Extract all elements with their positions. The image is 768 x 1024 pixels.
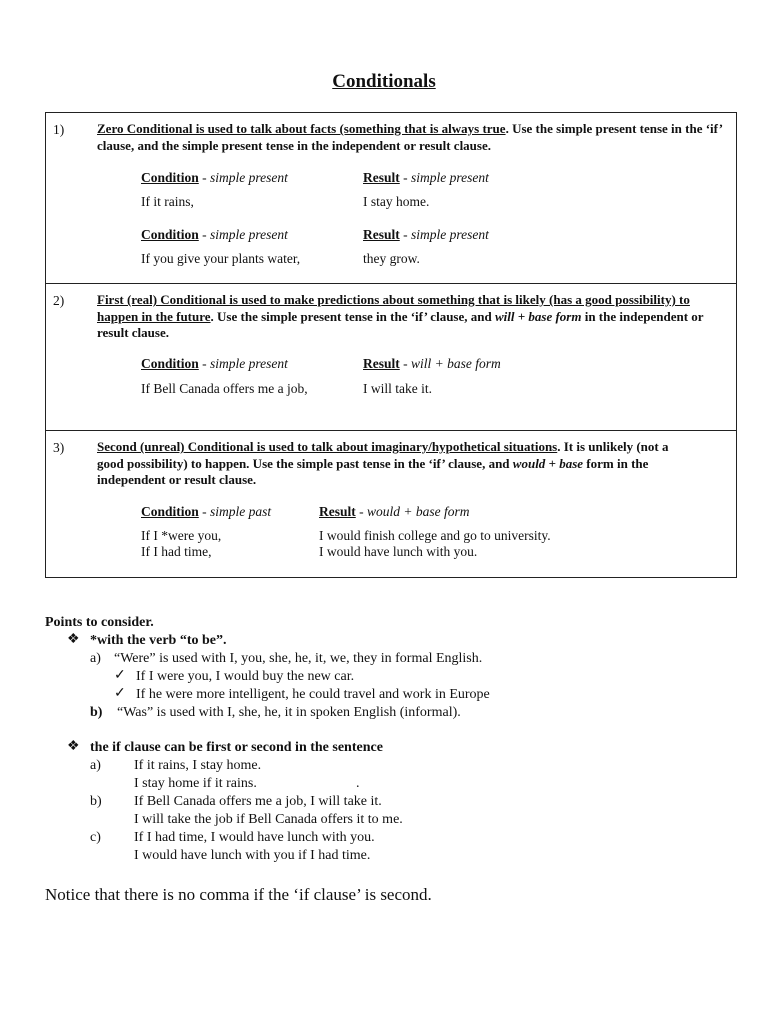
condition-label: Condition - simple present — [141, 227, 288, 242]
second-conditional-description: Second (unreal) Conditional is used to talk about imaginary/hypothetical situations. It is unlikely (not a good possibility) to happen. Use the simple past tense in the ‘if’ clause, and would + base form in the independent or result clause. — [97, 439, 669, 487]
condition-example: If I *were you, If I had time, — [141, 528, 222, 559]
zero-conditional-description — [97, 121, 727, 154]
example-line: I would have lunch with you if I had time. — [134, 848, 371, 863]
diamond-bullet-icon: ❖ — [67, 632, 80, 647]
first-conditional-definition: First (real) Conditional is used to make predictions about something that is likely (has a good possibility) to happen in the future — [97, 292, 690, 324]
example-line: If it rains, I stay home. — [134, 758, 262, 773]
condition-label: Condition - simple present — [141, 356, 288, 371]
item-number: 1) — [53, 122, 65, 137]
condition-label: Condition - simple past — [141, 504, 272, 519]
result-example: I would finish college and go to university. I would have lunch with you. — [319, 528, 551, 559]
zero-conditional-usage: . Use the simple present tense in the ‘if’ clause, and the simple present tense in the independent or result clause. — [97, 121, 723, 153]
condition-label: Condition - simple present — [141, 170, 288, 185]
second-conditional-definition: Second (unreal) Conditional is used to talk about imaginary/hypothetical situations — [97, 439, 558, 454]
check-icon: ✓ — [114, 668, 126, 683]
result-label: Result - will + base form — [363, 356, 501, 371]
example-line-tail: . — [356, 776, 360, 791]
result-example: I will take it. — [363, 381, 432, 396]
zero-conditional-box — [45, 112, 737, 284]
result-example: I stay home. — [363, 194, 430, 209]
result-label: Result - simple present — [363, 170, 489, 185]
example-line: If Bell Canada offers me a job, I will take it. — [134, 794, 382, 809]
first-conditional-box — [45, 284, 737, 431]
check-icon: ✓ — [114, 686, 126, 701]
result-example: they grow. — [363, 251, 420, 266]
check-item: If I were you, I would buy the new car. — [136, 669, 355, 684]
example-label: c) — [90, 830, 101, 845]
condition-example: If you give your plants water, — [141, 251, 301, 266]
page-title: Conditionals — [332, 71, 436, 92]
result-label: Result - simple present — [363, 227, 489, 242]
condition-example: If Bell Canada offers me a job, — [141, 381, 308, 396]
item-number: 2) — [53, 293, 65, 308]
sub-text: “Were” is used with I, you, she, he, it, we, they in formal English. — [114, 651, 483, 666]
item-number: 3) — [53, 440, 65, 455]
zero-conditional-definition: Zero Conditional is used to talk about facts (something that is always true — [97, 121, 506, 136]
sub-text: “Was” is used with I, she, he, it in spoken English (informal). — [117, 705, 461, 720]
sub-label: b) — [90, 705, 103, 720]
example-label: b) — [90, 794, 102, 809]
example-line: If I had time, I would have lunch with you. — [134, 830, 375, 845]
check-item: If he were more intelligent, he could travel and work in Europe — [136, 687, 490, 702]
point-verb-to-be: *with the verb “to be”. — [90, 633, 227, 648]
points-heading: Points to consider. — [45, 615, 154, 630]
example-label: a) — [90, 758, 101, 773]
sub-label: a) — [90, 651, 101, 666]
result-label: Result - would + base form — [319, 504, 470, 519]
point-if-clause: the if clause can be first or second in the sentence — [90, 740, 383, 755]
closing-note: Notice that there is no comma if the ‘if clause’ is second. — [45, 885, 432, 904]
example-line: I will take the job if Bell Canada offers it to me. — [134, 812, 403, 827]
example-line: I stay home if it rains. — [134, 776, 257, 791]
second-conditional-box — [45, 431, 737, 578]
condition-example: If it rains, — [141, 194, 194, 209]
diamond-bullet-icon: ❖ — [67, 739, 80, 754]
first-conditional-description: First (real) Conditional is used to make predictions about something that is likely (has a good possibility) to happen in the future. Use the simple present tense in the ‘if’ clause, and will + base form in the independent or result clause. — [97, 292, 704, 340]
